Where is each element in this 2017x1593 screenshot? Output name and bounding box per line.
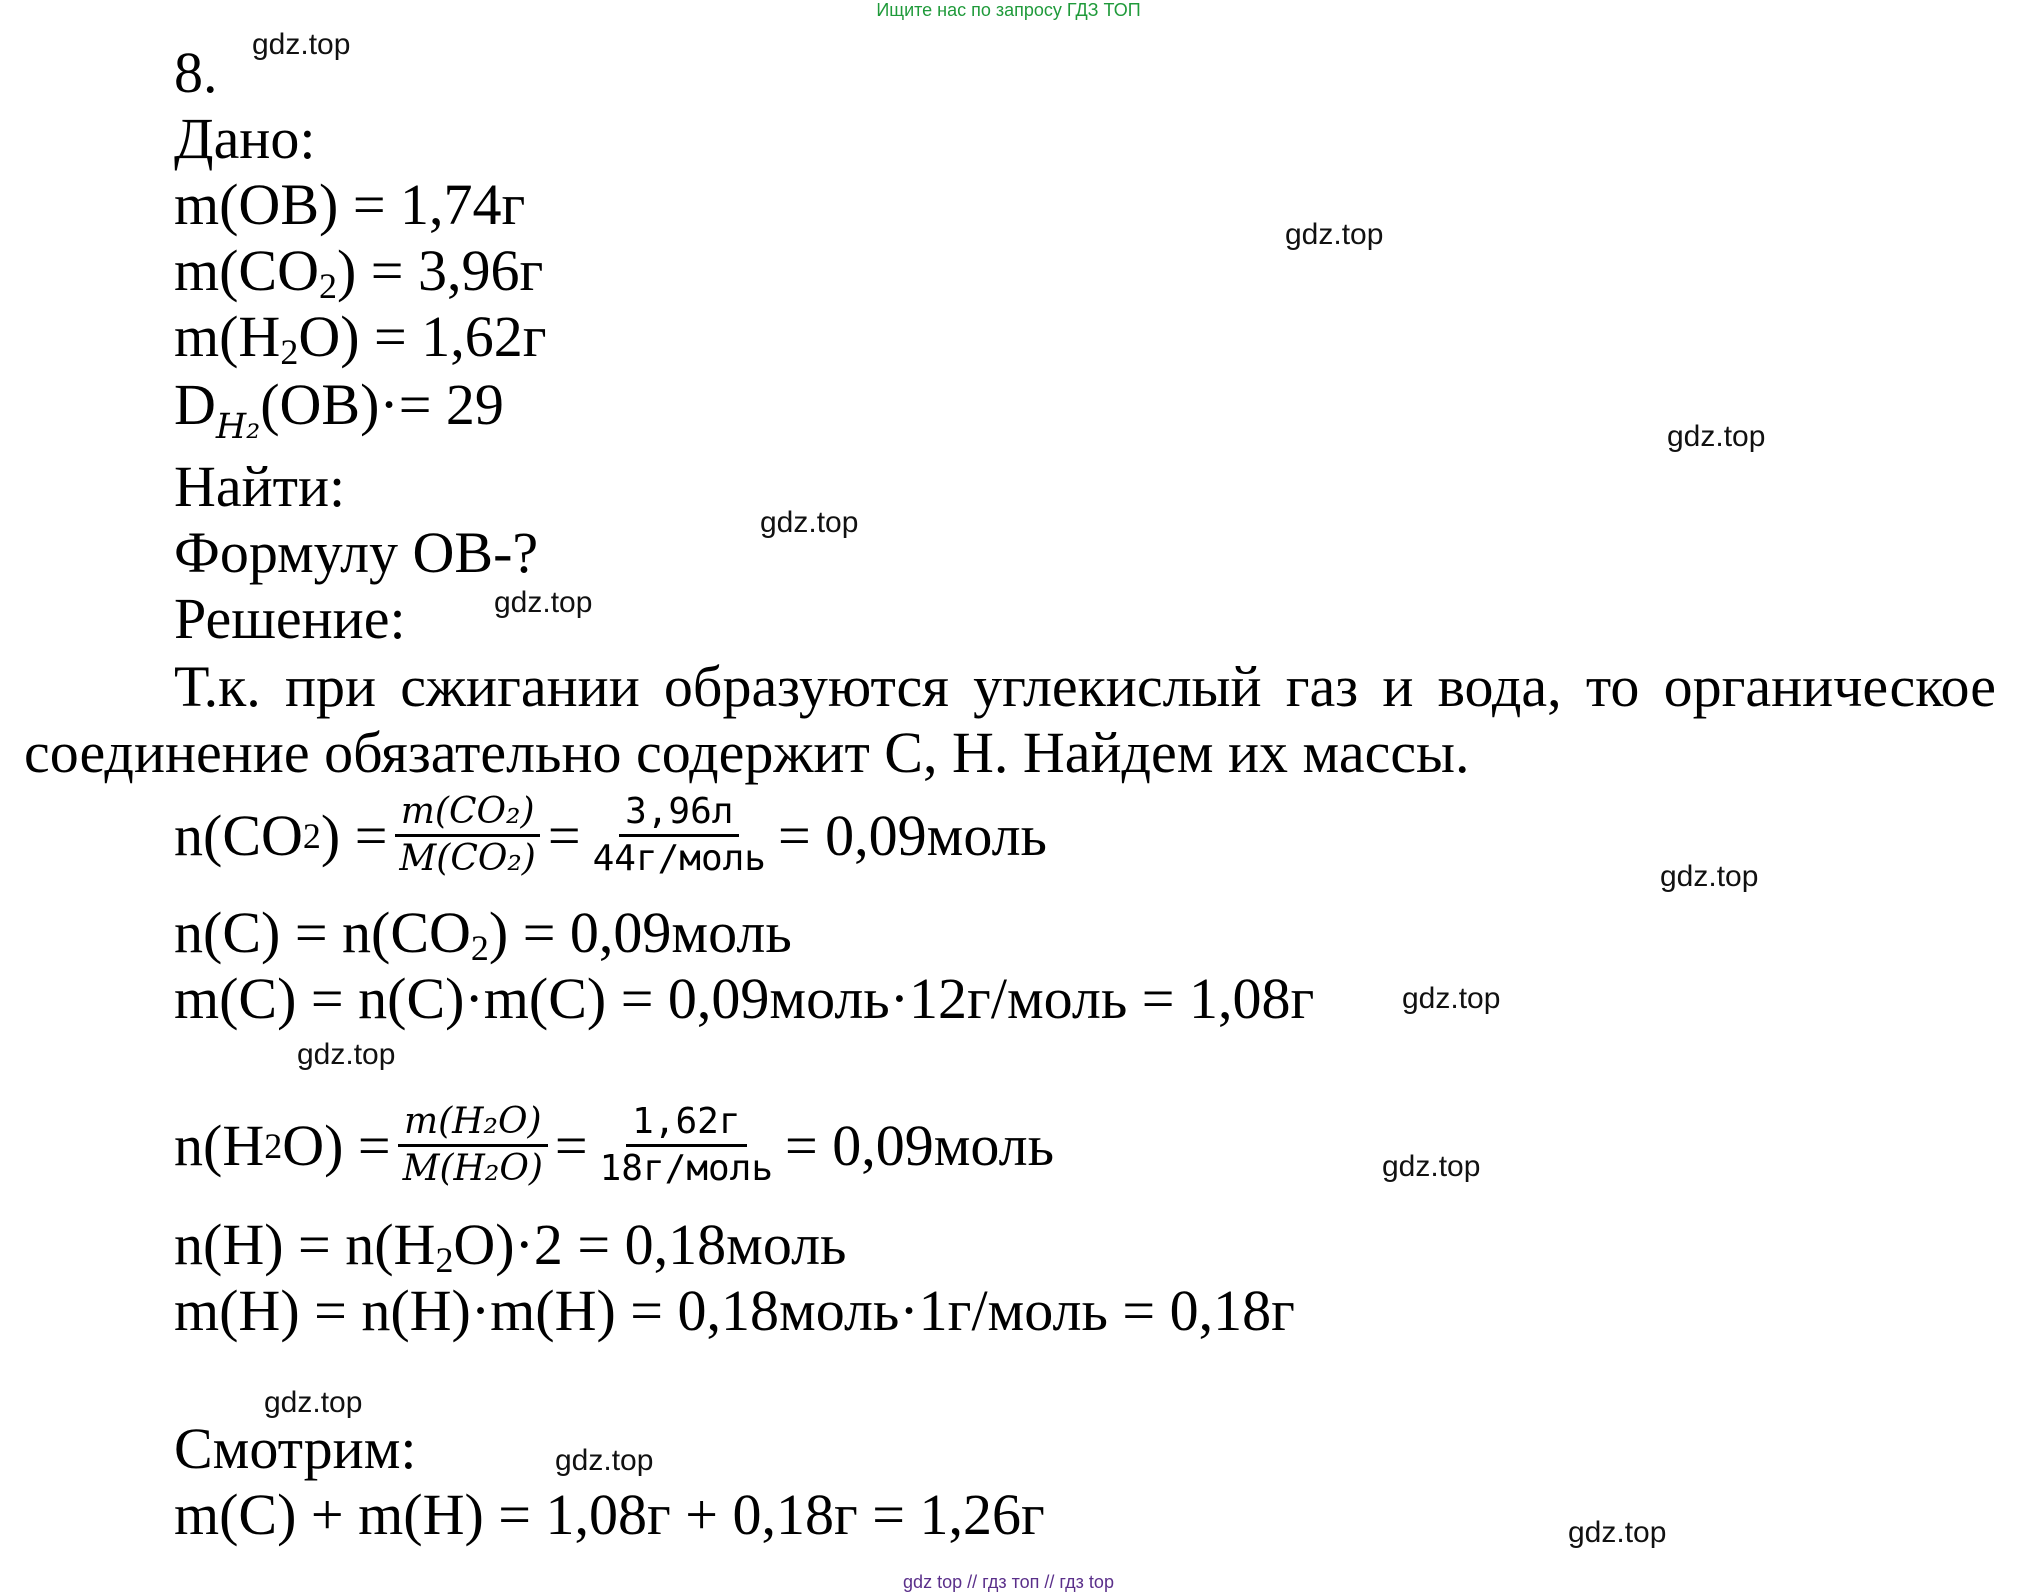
find-text: Формулу ОВ-? [174, 520, 539, 585]
fraction-values-h2o: $\frac{1,62г}{\text{18г/моль}}$ [599, 1101, 774, 1189]
given-mass-co2: $m(CO_2) = 3,96г$ [174, 238, 544, 306]
watermark: gdz.top [1660, 860, 1759, 893]
watermark: gdz.top [297, 1038, 396, 1071]
equation-m-h: m(H) = n(H)·m(H) = 0,18моль·1г/моль = 0,18г [174, 1278, 1295, 1343]
find-label: Найти: [174, 454, 346, 519]
given-mass-h2o: $m(H_2O) = 1,62г$ [174, 304, 547, 372]
given-density: $D_{H_2}(OB)\cdot= 29$ [174, 372, 504, 447]
problem-number: 8. [174, 40, 218, 105]
fraction-mass-over-molar-h2o: $\frac{\text{m(H₂O)}}{\text{M(H₂O)}}$ [397, 1100, 549, 1191]
top-banner: Ищите нас по запросу ГДЗ ТОП [876, 0, 1141, 20]
watermark: gdz.top [555, 1444, 654, 1477]
fraction-mass-over-molar-co2: $\frac{\text{m(CO₂)}}{\text{M(CO₂)}}$ [393, 790, 541, 881]
watermark: gdz.top [494, 586, 593, 619]
equation-m-c: m(C) = n(C)·m(C) = 0,09моль·12г/моль = 1,08г [174, 966, 1315, 1031]
equation-n-h: $n(H) = n(H_2O)\cdot 2$ = 0,18моль [174, 1212, 847, 1280]
look-label: Смотрим: [174, 1416, 417, 1481]
watermark: gdz.top [1568, 1516, 1667, 1549]
equation-n-c: $n(C) = n(CO_2)$ = 0,09моль [174, 900, 792, 968]
given-label: Дано: [174, 106, 316, 171]
watermark: gdz.top [1402, 982, 1501, 1015]
watermark: gdz.top [760, 506, 859, 539]
watermark: gdz.top [1667, 420, 1766, 453]
watermark: gdz.top [252, 28, 351, 61]
equation-sum-mass: m(C) + m(H) = 1,08г + 0,18г = 1,26г [174, 1482, 1045, 1547]
footer-links: gdz top // гдз топ // гдз top [903, 1572, 1114, 1592]
watermark: gdz.top [264, 1386, 363, 1419]
solution-label: Решение: [174, 586, 406, 651]
equation-n-co2: n(CO 2 ) = $\frac{\text{m(CO₂)}}{\text{M(CO₂)}}$ = $\frac{3,96л}{\text{44г/моль}}$ = 0,09моль [174, 791, 1048, 879]
watermark: gdz.top [1285, 218, 1384, 251]
fraction-values-co2: $\frac{3,96л}{\text{44г/моль}}$ [592, 791, 766, 879]
solution-paragraph: Т.к. при сжигании образуются углекислый газ и вода, то органическое соединение обязательно содержит С, Н. Найдем их массы. [24, 654, 1996, 785]
given-mass-ov: m(OB) = 1,74г [174, 172, 526, 237]
equation-n-h2o: n(H 2 O) = $\frac{\text{m(H₂O)}}{\text{M(H₂O)}}$ = $\frac{1,62г}{\text{18г/моль}}$ = 0,09моль [174, 1101, 1055, 1189]
watermark: gdz.top [1382, 1150, 1481, 1183]
